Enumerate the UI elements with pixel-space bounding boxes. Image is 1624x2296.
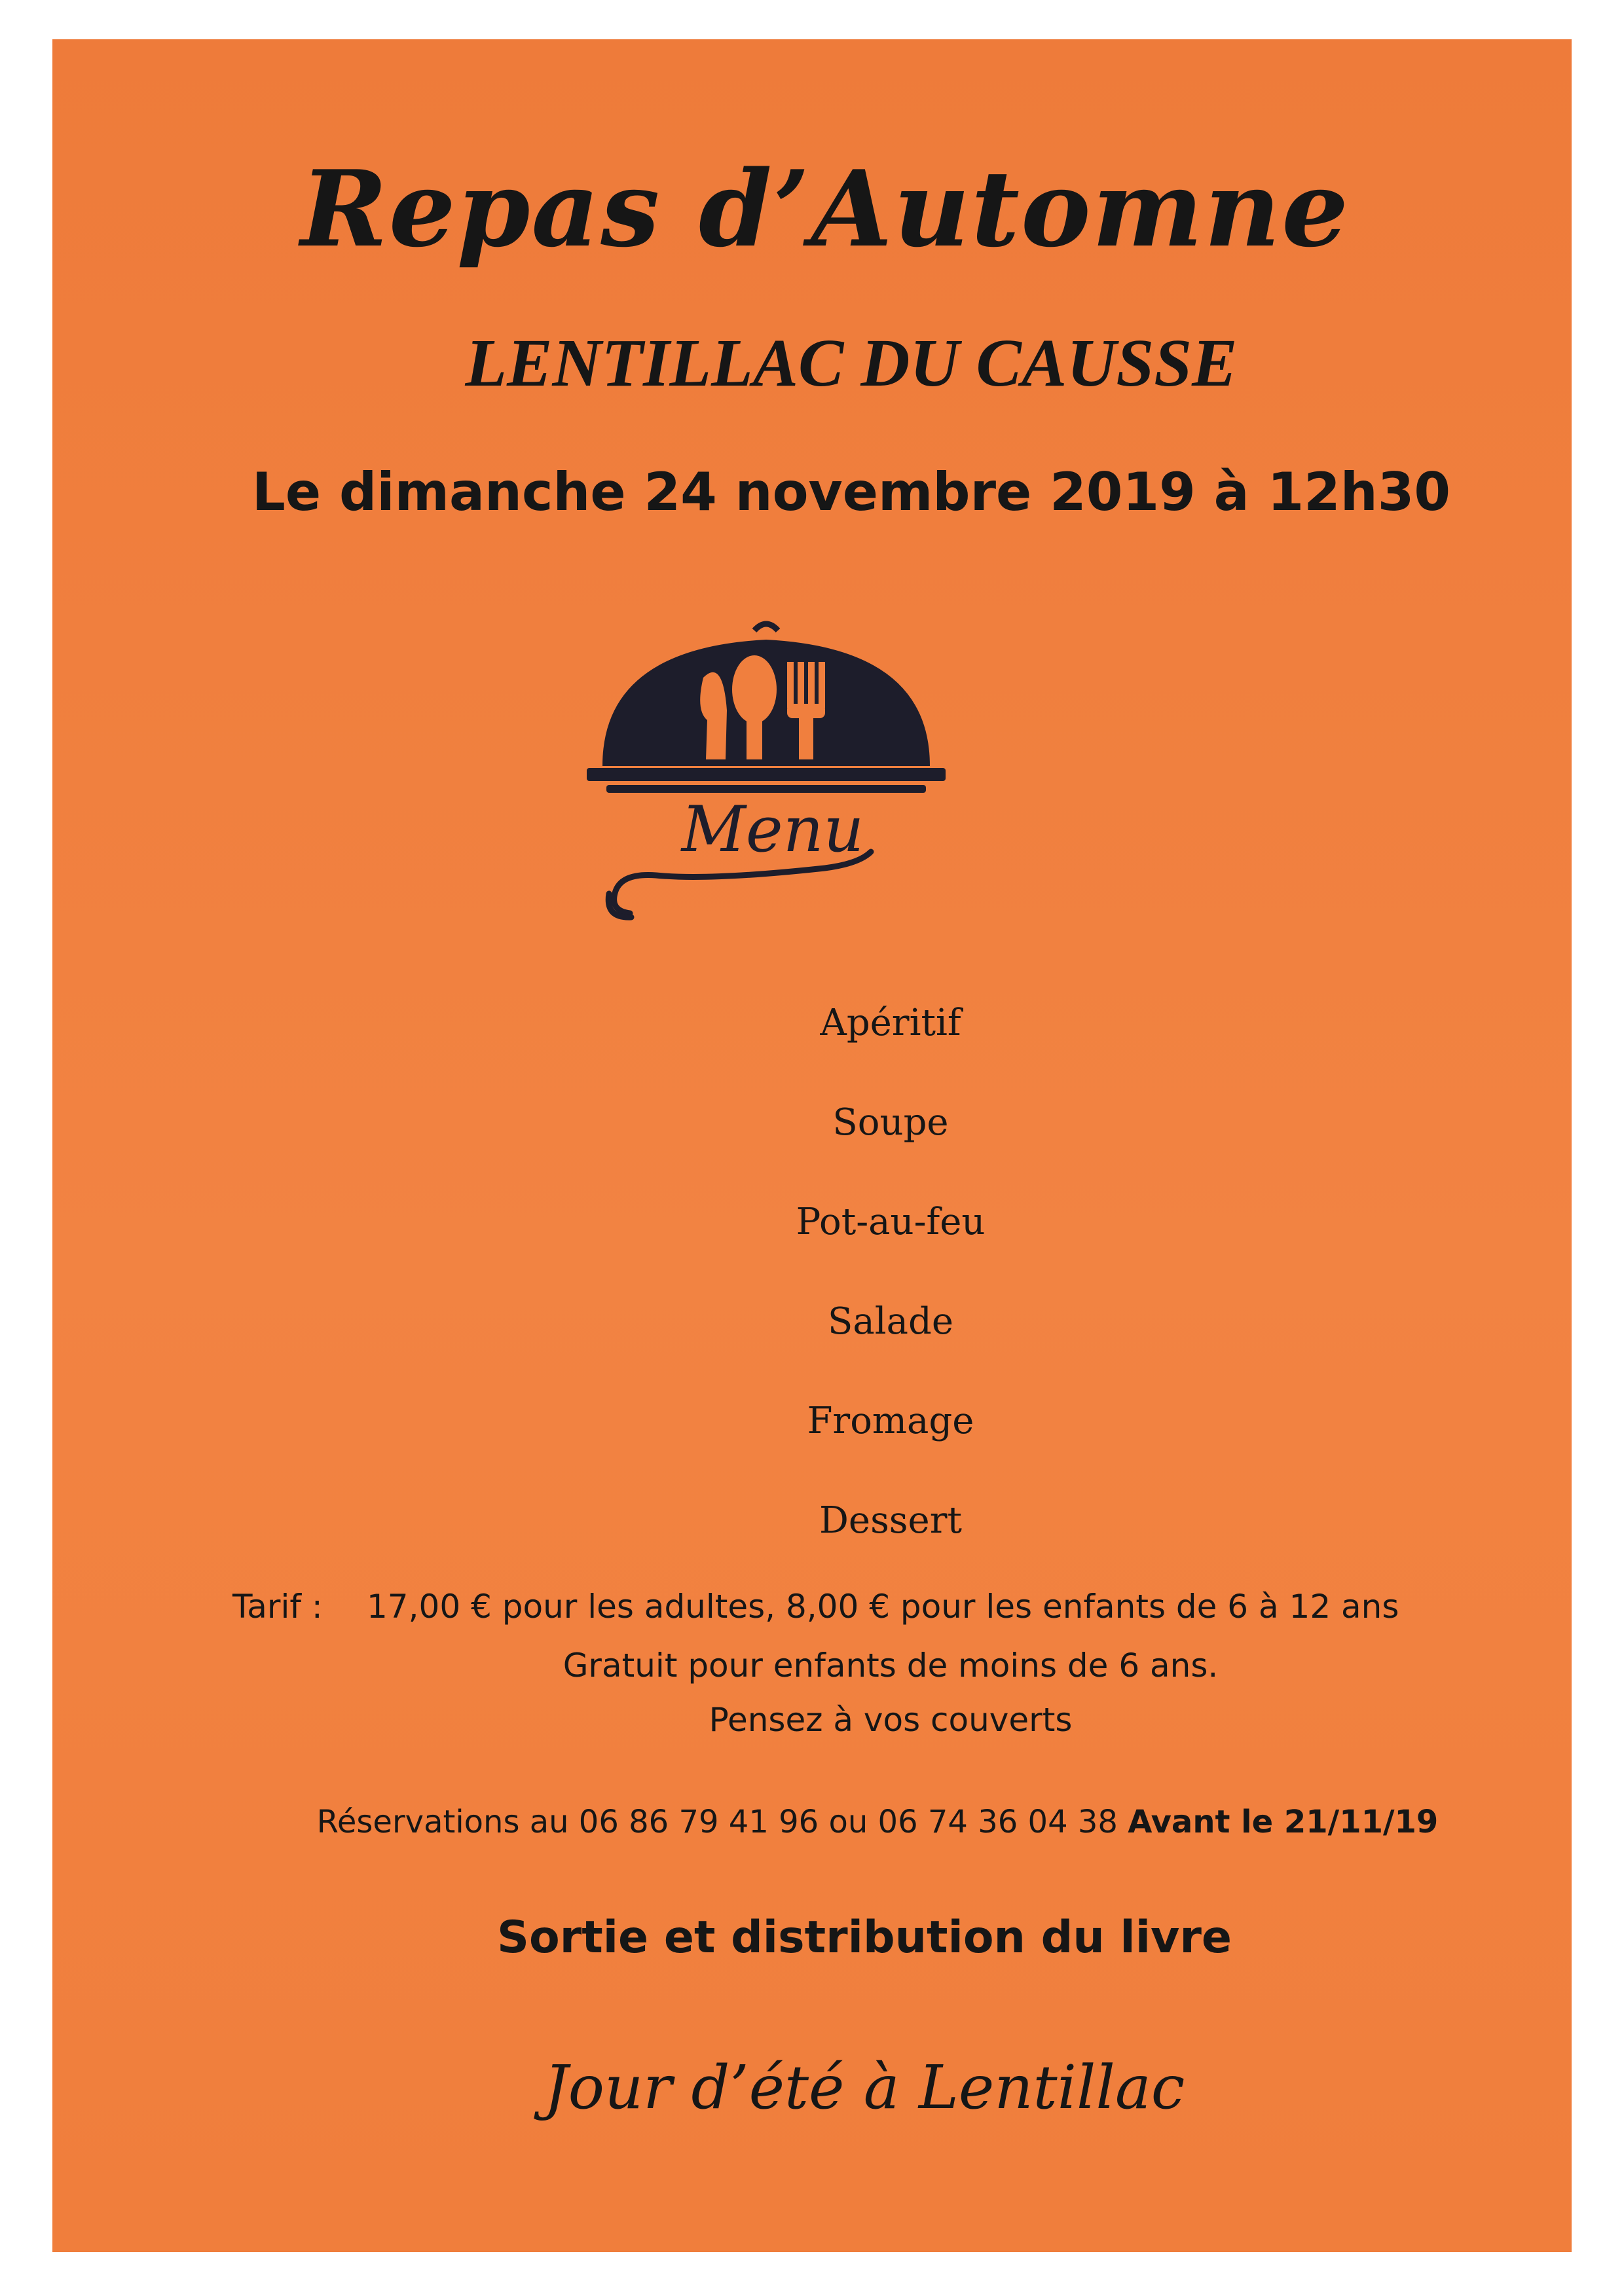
menu-item: Fromage <box>807 1400 974 1442</box>
menu-item: Apéritif <box>820 1002 961 1044</box>
tarif-prices: 17,00 € pour les adultes, 8,00 € pour les enfants de 6 à 12 ans <box>367 1588 1399 1626</box>
reservation-phones: Réservations au 06 86 79 41 96 ou 06 74 36 04 38 <box>316 1804 1128 1840</box>
event-location: LENTILLAC DU CAUSSE <box>465 325 1238 401</box>
menu-item: Dessert <box>819 1499 962 1542</box>
event-date: Le dimanche 24 novembre 2019 à 12h30 <box>251 462 1451 522</box>
reservation-line <box>0 1804 1624 1840</box>
free-note: Gratuit pour enfants de moins de 6 ans. <box>563 1647 1219 1685</box>
tarif-label: Tarif : <box>232 1588 323 1626</box>
cloche-cutlery-menu-icon <box>583 606 950 933</box>
tarif-row <box>0 1588 1624 1640</box>
cutlery-note: Pensez à vos couverts <box>709 1701 1073 1739</box>
book-title: Jour d’été à Lentillac <box>544 2052 1185 2123</box>
menu-item: Pot-au-feu <box>796 1201 986 1243</box>
menu-item: Salade <box>827 1300 954 1343</box>
reservation-deadline: Avant le 21/11/19 <box>1128 1804 1439 1840</box>
logo-menu-text: Menu <box>681 793 864 866</box>
menu-item: Soupe <box>832 1101 949 1144</box>
event-title: Repas d’Automne <box>300 147 1350 270</box>
book-release: Sortie et distribution du livre <box>497 1912 1232 1963</box>
